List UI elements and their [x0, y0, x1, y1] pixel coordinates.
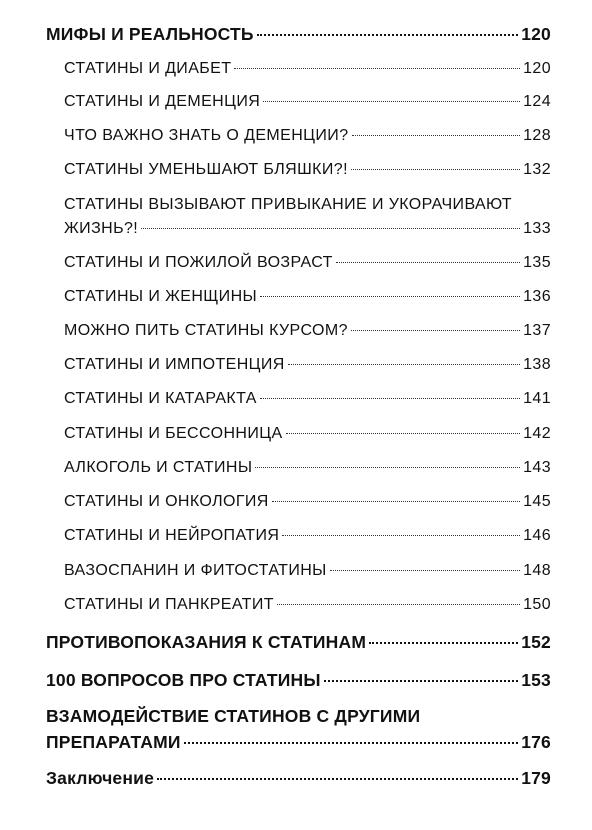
- toc-entry-alcohol-statins[interactable]: [64, 459, 551, 477]
- toc-entry-page: 141: [523, 390, 551, 407]
- dot-leader: [324, 680, 518, 682]
- toc-entry-page: 150: [523, 596, 551, 613]
- toc-entry-page: 176: [521, 732, 551, 752]
- toc-entry-title: ЧТО ВАЖНО ЗНАТЬ О ДЕМЕНЦИИ?: [64, 127, 349, 144]
- dot-leader: [263, 101, 520, 102]
- toc-entry-statins-diabetes[interactable]: [64, 60, 551, 78]
- toc-entry-title: СТАТИНЫ И ПАНКРЕАТИТ: [64, 596, 274, 613]
- dot-leader: [351, 330, 520, 331]
- toc-entry-statins-addiction-lifespan[interactable]: [64, 196, 551, 238]
- toc-entry-page: 148: [523, 562, 551, 579]
- toc-entry-drug-interactions[interactable]: [46, 706, 551, 753]
- dot-leader: [282, 535, 520, 536]
- toc-entry-title: СТАТИНЫ И ИМПОТЕНЦИЯ: [64, 356, 285, 373]
- toc-entry-statins-elderly[interactable]: [64, 254, 551, 272]
- toc-entry-page: 179: [521, 768, 551, 788]
- toc-entry-page: 136: [523, 288, 551, 305]
- toc-entry-statins-dementia[interactable]: [64, 93, 551, 111]
- dot-leader: [234, 68, 520, 69]
- toc-entry-title: МОЖНО ПИТЬ СТАТИНЫ КУРСОМ?: [64, 322, 348, 339]
- dot-leader: [255, 467, 520, 468]
- toc-entry-page: 132: [523, 161, 551, 178]
- toc-entry-dementia-facts[interactable]: [64, 127, 551, 145]
- toc-entry-vasospanin-phytostatins[interactable]: [64, 562, 551, 580]
- dot-leader: [352, 135, 521, 136]
- dot-leader: [257, 34, 518, 36]
- toc-entry-title: 100 ВОПРОСОВ ПРО СТАТИНЫ: [46, 670, 321, 690]
- toc-entry-title: МИФЫ И РЕАЛЬНОСТЬ: [46, 24, 254, 44]
- toc-entry-statins-oncology[interactable]: [64, 493, 551, 511]
- toc-entry-conclusion[interactable]: [46, 768, 551, 789]
- toc-entry-statins-impotence[interactable]: [64, 356, 551, 374]
- dot-leader: [369, 642, 518, 644]
- dot-leader: [260, 296, 520, 297]
- dot-leader: [288, 364, 520, 365]
- toc-entry-title: СТАТИНЫ И ДИАБЕТ: [64, 60, 232, 77]
- toc-entry-page: 128: [523, 127, 551, 144]
- dot-leader: [272, 501, 520, 502]
- toc-entry-page: 137: [523, 322, 551, 339]
- toc-entry-page: 142: [523, 425, 551, 442]
- toc-entry-page: 146: [523, 527, 551, 544]
- dot-leader: [157, 778, 518, 780]
- toc-entry-statins-women[interactable]: [64, 288, 551, 306]
- toc-entry-title-line1: ВЗАМОДЕЙСТВИЕ СТАТИНОВ С ДРУГИМИ: [46, 706, 421, 726]
- toc-entry-page: 153: [521, 670, 551, 690]
- dot-leader: [286, 433, 521, 434]
- toc-entry-title: СТАТИНЫ И ОНКОЛОГИЯ: [64, 493, 269, 510]
- toc-entry-page: 143: [523, 459, 551, 476]
- toc-entry-page: 120: [521, 24, 551, 44]
- toc-entry-statins-pancreatitis[interactable]: [64, 596, 551, 614]
- dot-leader: [260, 398, 520, 399]
- toc-entry-title: АЛКОГОЛЬ И СТАТИНЫ: [64, 459, 253, 476]
- toc-entry-title: СТАТИНЫ И ПОЖИЛОЙ ВОЗРАСТ: [64, 254, 333, 271]
- toc-entry-100-questions[interactable]: [46, 670, 551, 691]
- toc-entry-title: Заключение: [46, 768, 155, 788]
- toc-entry-title: ПРОТИВОПОКАЗАНИЯ К СТАТИНАМ: [46, 632, 367, 652]
- toc-entry-title-line1: СТАТИНЫ ВЫЗЫВАЮТ ПРИВЫКАНИЕ И УКОРАЧИВАЮТ: [64, 196, 512, 213]
- toc-entry-statins-course[interactable]: [64, 322, 551, 340]
- toc-entry-contraindications[interactable]: [46, 632, 551, 653]
- toc-entry-title: СТАТИНЫ И ДЕМЕНЦИЯ: [64, 93, 261, 110]
- dot-leader: [351, 169, 520, 170]
- toc-entry-myths-and-reality[interactable]: [46, 24, 551, 45]
- toc-entry-title: ВАЗОСПАНИН И ФИТОСТАТИНЫ: [64, 562, 327, 579]
- dot-leader: [277, 604, 520, 605]
- toc-entry-title: СТАТИНЫ И ЖЕНЩИНЫ: [64, 288, 258, 305]
- dot-leader: [336, 262, 520, 263]
- toc-entry-page: 133: [523, 220, 551, 237]
- toc-entry-title: СТАТИНЫ И КАТАРАКТА: [64, 390, 257, 407]
- dot-leader: [184, 742, 519, 744]
- toc-entry-page: 135: [523, 254, 551, 271]
- toc-entry-page: 145: [523, 493, 551, 510]
- toc-entry-title: СТАТИНЫ И БЕССОННИЦА: [64, 425, 283, 442]
- toc-entry-statins-insomnia[interactable]: [64, 425, 551, 443]
- toc-entry-statins-neuropathy[interactable]: [64, 527, 551, 545]
- toc-entry-statins-cataract[interactable]: [64, 390, 551, 408]
- toc-entry-title: СТАТИНЫ И НЕЙРОПАТИЯ: [64, 527, 280, 544]
- toc-entry-page: 152: [521, 632, 551, 652]
- toc-entry-title-line2: ЖИЗНЬ?!: [64, 220, 139, 237]
- toc-entry-page: 120: [523, 60, 551, 77]
- toc-entry-title-line2: ПРЕПАРАТАМИ: [46, 732, 181, 752]
- toc-entry-statins-reduce-plaques[interactable]: [64, 161, 551, 179]
- dot-leader: [330, 570, 520, 571]
- toc-entry-title: СТАТИНЫ УМЕНЬШАЮТ БЛЯШКИ?!: [64, 161, 348, 178]
- toc-entry-page: 124: [523, 93, 551, 110]
- dot-leader: [141, 228, 520, 229]
- toc-entry-page: 138: [523, 356, 551, 373]
